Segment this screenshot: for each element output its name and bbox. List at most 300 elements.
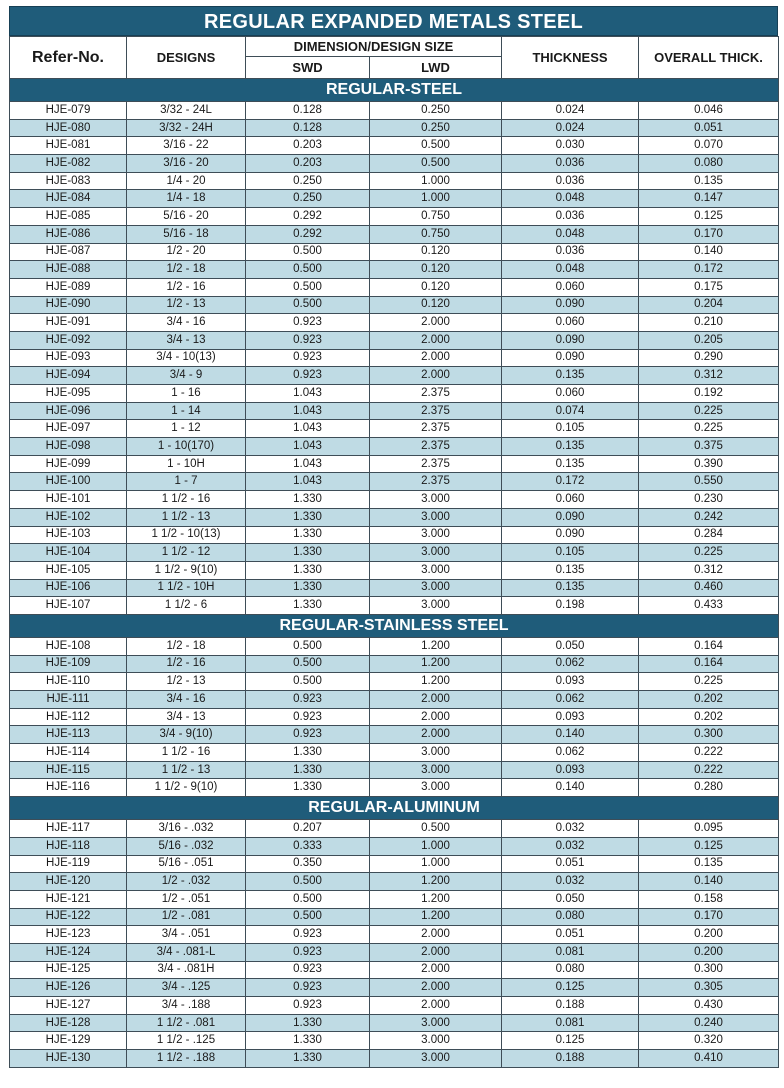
cell-overall-thick: 0.284 bbox=[639, 526, 779, 544]
cell-thickness: 0.198 bbox=[502, 597, 639, 615]
table-row bbox=[10, 908, 779, 926]
cell-thickness: 0.188 bbox=[502, 997, 639, 1015]
cell-thickness: 0.060 bbox=[502, 314, 639, 332]
cell-design: 3/4 - .081H bbox=[127, 961, 246, 979]
cell-overall-thick: 0.300 bbox=[639, 726, 779, 744]
cell-swd: 0.333 bbox=[246, 837, 370, 855]
cell-overall-thick: 0.430 bbox=[639, 997, 779, 1015]
cell-thickness: 0.062 bbox=[502, 691, 639, 709]
cell-swd: 0.500 bbox=[246, 673, 370, 691]
table-row bbox=[10, 726, 779, 744]
cell-refer-no: HJE-128 bbox=[10, 1014, 127, 1032]
cell-thickness: 0.093 bbox=[502, 708, 639, 726]
cell-swd: 1.330 bbox=[246, 1050, 370, 1068]
cell-overall-thick: 0.375 bbox=[639, 438, 779, 456]
cell-thickness: 0.135 bbox=[502, 561, 639, 579]
cell-design: 1/2 - 18 bbox=[127, 261, 246, 279]
cell-refer-no: HJE-106 bbox=[10, 579, 127, 597]
cell-design: 1/2 - .051 bbox=[127, 890, 246, 908]
header-designs: DESIGNS bbox=[127, 37, 246, 79]
table-row bbox=[10, 943, 779, 961]
cell-overall-thick: 0.125 bbox=[639, 837, 779, 855]
cell-thickness: 0.090 bbox=[502, 349, 639, 367]
table-row bbox=[10, 102, 779, 120]
cell-thickness: 0.140 bbox=[502, 726, 639, 744]
cell-refer-no: HJE-089 bbox=[10, 278, 127, 296]
cell-lwd: 1.200 bbox=[370, 637, 502, 655]
cell-refer-no: HJE-094 bbox=[10, 367, 127, 385]
cell-lwd: 3.000 bbox=[370, 1032, 502, 1050]
cell-thickness: 0.036 bbox=[502, 208, 639, 226]
cell-overall-thick: 0.210 bbox=[639, 314, 779, 332]
cell-lwd: 1.000 bbox=[370, 190, 502, 208]
cell-lwd: 2.375 bbox=[370, 473, 502, 491]
cell-refer-no: HJE-108 bbox=[10, 637, 127, 655]
cell-lwd: 2.375 bbox=[370, 402, 502, 420]
cell-swd: 0.923 bbox=[246, 726, 370, 744]
cell-design: 3/16 - .032 bbox=[127, 820, 246, 838]
cell-thickness: 0.105 bbox=[502, 420, 639, 438]
cell-swd: 0.250 bbox=[246, 190, 370, 208]
cell-lwd: 2.000 bbox=[370, 979, 502, 997]
cell-lwd: 0.120 bbox=[370, 296, 502, 314]
table-row bbox=[10, 961, 779, 979]
cell-lwd: 3.000 bbox=[370, 744, 502, 762]
cell-swd: 1.043 bbox=[246, 420, 370, 438]
table-row bbox=[10, 820, 779, 838]
cell-design: 3/32 - 24L bbox=[127, 102, 246, 120]
cell-refer-no: HJE-116 bbox=[10, 779, 127, 797]
cell-overall-thick: 0.140 bbox=[639, 243, 779, 261]
cell-overall-thick: 0.305 bbox=[639, 979, 779, 997]
cell-swd: 1.043 bbox=[246, 402, 370, 420]
table-row bbox=[10, 1014, 779, 1032]
cell-swd: 0.500 bbox=[246, 655, 370, 673]
cell-refer-no: HJE-119 bbox=[10, 855, 127, 873]
cell-refer-no: HJE-100 bbox=[10, 473, 127, 491]
cell-lwd: 2.000 bbox=[370, 691, 502, 709]
cell-refer-no: HJE-086 bbox=[10, 225, 127, 243]
cell-overall-thick: 0.410 bbox=[639, 1050, 779, 1068]
cell-lwd: 3.000 bbox=[370, 597, 502, 615]
table-row bbox=[10, 455, 779, 473]
cell-design: 1/2 - 20 bbox=[127, 243, 246, 261]
cell-swd: 1.330 bbox=[246, 561, 370, 579]
cell-refer-no: HJE-122 bbox=[10, 908, 127, 926]
cell-overall-thick: 0.312 bbox=[639, 561, 779, 579]
table-row bbox=[10, 349, 779, 367]
table-body bbox=[10, 79, 779, 1068]
cell-lwd: 3.000 bbox=[370, 491, 502, 509]
table-row bbox=[10, 873, 779, 891]
cell-design: 1 1/2 - 16 bbox=[127, 744, 246, 762]
table-row bbox=[10, 385, 779, 403]
cell-thickness: 0.093 bbox=[502, 761, 639, 779]
spec-table bbox=[9, 36, 779, 1068]
cell-design: 3/4 - 13 bbox=[127, 331, 246, 349]
header-refer-no: Refer-No. bbox=[10, 37, 127, 79]
cell-swd: 0.292 bbox=[246, 225, 370, 243]
table-row bbox=[10, 278, 779, 296]
cell-refer-no: HJE-084 bbox=[10, 190, 127, 208]
table-row bbox=[10, 655, 779, 673]
table-row bbox=[10, 890, 779, 908]
cell-thickness: 0.172 bbox=[502, 473, 639, 491]
cell-swd: 1.330 bbox=[246, 544, 370, 562]
cell-refer-no: HJE-130 bbox=[10, 1050, 127, 1068]
cell-overall-thick: 0.170 bbox=[639, 908, 779, 926]
cell-overall-thick: 0.135 bbox=[639, 172, 779, 190]
cell-swd: 0.500 bbox=[246, 261, 370, 279]
cell-swd: 0.128 bbox=[246, 102, 370, 120]
cell-refer-no: HJE-123 bbox=[10, 926, 127, 944]
cell-swd: 1.330 bbox=[246, 744, 370, 762]
cell-overall-thick: 0.550 bbox=[639, 473, 779, 491]
cell-thickness: 0.090 bbox=[502, 508, 639, 526]
cell-swd: 0.923 bbox=[246, 349, 370, 367]
cell-thickness: 0.090 bbox=[502, 526, 639, 544]
cell-design: 1 1/2 - 16 bbox=[127, 491, 246, 509]
table-row bbox=[10, 402, 779, 420]
cell-refer-no: HJE-083 bbox=[10, 172, 127, 190]
cell-lwd: 2.000 bbox=[370, 961, 502, 979]
cell-swd: 0.500 bbox=[246, 278, 370, 296]
cell-thickness: 0.024 bbox=[502, 119, 639, 137]
table-row bbox=[10, 473, 779, 491]
cell-design: 1 - 16 bbox=[127, 385, 246, 403]
table-row bbox=[10, 155, 779, 173]
table-row bbox=[10, 261, 779, 279]
cell-thickness: 0.090 bbox=[502, 331, 639, 349]
cell-overall-thick: 0.225 bbox=[639, 420, 779, 438]
table-row bbox=[10, 119, 779, 137]
section-header bbox=[10, 797, 779, 820]
cell-refer-no: HJE-081 bbox=[10, 137, 127, 155]
cell-lwd: 0.750 bbox=[370, 208, 502, 226]
cell-thickness: 0.062 bbox=[502, 744, 639, 762]
table-row bbox=[10, 691, 779, 709]
table-row bbox=[10, 243, 779, 261]
cell-thickness: 0.074 bbox=[502, 402, 639, 420]
cell-lwd: 1.000 bbox=[370, 855, 502, 873]
cell-refer-no: HJE-088 bbox=[10, 261, 127, 279]
cell-design: 1 1/2 - 13 bbox=[127, 508, 246, 526]
cell-overall-thick: 0.202 bbox=[639, 708, 779, 726]
cell-swd: 1.330 bbox=[246, 761, 370, 779]
cell-lwd: 0.120 bbox=[370, 278, 502, 296]
cell-lwd: 0.120 bbox=[370, 243, 502, 261]
cell-lwd: 1.000 bbox=[370, 837, 502, 855]
cell-overall-thick: 0.046 bbox=[639, 102, 779, 120]
cell-refer-no: HJE-087 bbox=[10, 243, 127, 261]
section-title: REGULAR-ALUMINUM bbox=[10, 797, 779, 820]
cell-lwd: 0.250 bbox=[370, 102, 502, 120]
cell-swd: 0.207 bbox=[246, 820, 370, 838]
section-header bbox=[10, 79, 779, 102]
section-title: REGULAR-STAINLESS STEEL bbox=[10, 614, 779, 637]
cell-refer-no: HJE-125 bbox=[10, 961, 127, 979]
cell-lwd: 2.000 bbox=[370, 349, 502, 367]
cell-refer-no: HJE-101 bbox=[10, 491, 127, 509]
cell-design: 1 1/2 - 12 bbox=[127, 544, 246, 562]
header-overall-thick: OVERALL THICK. bbox=[639, 37, 779, 79]
cell-refer-no: HJE-082 bbox=[10, 155, 127, 173]
cell-design: 1/2 - 16 bbox=[127, 278, 246, 296]
cell-overall-thick: 0.164 bbox=[639, 655, 779, 673]
cell-design: 1 1/2 - 9(10) bbox=[127, 561, 246, 579]
cell-thickness: 0.125 bbox=[502, 1032, 639, 1050]
table-row bbox=[10, 779, 779, 797]
cell-design: 1/4 - 20 bbox=[127, 172, 246, 190]
cell-thickness: 0.024 bbox=[502, 102, 639, 120]
cell-design: 3/4 - 16 bbox=[127, 691, 246, 709]
table-row bbox=[10, 926, 779, 944]
cell-swd: 0.500 bbox=[246, 908, 370, 926]
cell-lwd: 2.375 bbox=[370, 385, 502, 403]
table-row bbox=[10, 997, 779, 1015]
cell-thickness: 0.090 bbox=[502, 296, 639, 314]
cell-design: 1/2 - 18 bbox=[127, 637, 246, 655]
cell-swd: 0.923 bbox=[246, 691, 370, 709]
cell-thickness: 0.050 bbox=[502, 637, 639, 655]
table-row bbox=[10, 172, 779, 190]
cell-design: 3/16 - 22 bbox=[127, 137, 246, 155]
cell-thickness: 0.036 bbox=[502, 172, 639, 190]
cell-swd: 0.923 bbox=[246, 997, 370, 1015]
cell-thickness: 0.140 bbox=[502, 779, 639, 797]
cell-thickness: 0.081 bbox=[502, 943, 639, 961]
cell-overall-thick: 0.125 bbox=[639, 208, 779, 226]
cell-lwd: 1.000 bbox=[370, 172, 502, 190]
cell-thickness: 0.030 bbox=[502, 137, 639, 155]
cell-swd: 1.043 bbox=[246, 473, 370, 491]
cell-design: 3/4 - .081-L bbox=[127, 943, 246, 961]
cell-lwd: 3.000 bbox=[370, 544, 502, 562]
cell-lwd: 3.000 bbox=[370, 779, 502, 797]
cell-refer-no: HJE-115 bbox=[10, 761, 127, 779]
cell-swd: 0.500 bbox=[246, 873, 370, 891]
cell-overall-thick: 0.164 bbox=[639, 637, 779, 655]
cell-thickness: 0.032 bbox=[502, 820, 639, 838]
cell-refer-no: HJE-085 bbox=[10, 208, 127, 226]
cell-design: 1/2 - 16 bbox=[127, 655, 246, 673]
cell-design: 5/16 - 18 bbox=[127, 225, 246, 243]
cell-lwd: 0.500 bbox=[370, 137, 502, 155]
cell-overall-thick: 0.320 bbox=[639, 1032, 779, 1050]
cell-refer-no: HJE-114 bbox=[10, 744, 127, 762]
table-row bbox=[10, 491, 779, 509]
cell-swd: 0.923 bbox=[246, 367, 370, 385]
cell-thickness: 0.060 bbox=[502, 278, 639, 296]
cell-design: 3/4 - 13 bbox=[127, 708, 246, 726]
cell-refer-no: HJE-104 bbox=[10, 544, 127, 562]
cell-lwd: 3.000 bbox=[370, 561, 502, 579]
cell-thickness: 0.048 bbox=[502, 225, 639, 243]
cell-refer-no: HJE-111 bbox=[10, 691, 127, 709]
table-row bbox=[10, 761, 779, 779]
cell-thickness: 0.050 bbox=[502, 890, 639, 908]
table-row bbox=[10, 314, 779, 332]
cell-thickness: 0.093 bbox=[502, 673, 639, 691]
cell-overall-thick: 0.312 bbox=[639, 367, 779, 385]
cell-lwd: 2.000 bbox=[370, 314, 502, 332]
cell-swd: 0.923 bbox=[246, 331, 370, 349]
cell-overall-thick: 0.192 bbox=[639, 385, 779, 403]
table-row bbox=[10, 190, 779, 208]
cell-refer-no: HJE-121 bbox=[10, 890, 127, 908]
cell-lwd: 1.200 bbox=[370, 890, 502, 908]
cell-refer-no: HJE-096 bbox=[10, 402, 127, 420]
cell-lwd: 0.120 bbox=[370, 261, 502, 279]
cell-thickness: 0.135 bbox=[502, 367, 639, 385]
cell-swd: 1.330 bbox=[246, 491, 370, 509]
cell-refer-no: HJE-109 bbox=[10, 655, 127, 673]
table-row bbox=[10, 673, 779, 691]
cell-swd: 0.923 bbox=[246, 708, 370, 726]
cell-thickness: 0.032 bbox=[502, 837, 639, 855]
cell-refer-no: HJE-129 bbox=[10, 1032, 127, 1050]
cell-swd: 1.330 bbox=[246, 579, 370, 597]
cell-overall-thick: 0.175 bbox=[639, 278, 779, 296]
cell-refer-no: HJE-080 bbox=[10, 119, 127, 137]
cell-design: 1/2 - 13 bbox=[127, 296, 246, 314]
cell-thickness: 0.125 bbox=[502, 979, 639, 997]
cell-design: 1 1/2 - 6 bbox=[127, 597, 246, 615]
cell-lwd: 0.750 bbox=[370, 225, 502, 243]
section-header bbox=[10, 614, 779, 637]
cell-overall-thick: 0.172 bbox=[639, 261, 779, 279]
cell-lwd: 2.000 bbox=[370, 997, 502, 1015]
cell-thickness: 0.032 bbox=[502, 873, 639, 891]
table-row bbox=[10, 420, 779, 438]
cell-overall-thick: 0.070 bbox=[639, 137, 779, 155]
cell-overall-thick: 0.242 bbox=[639, 508, 779, 526]
table-row bbox=[10, 296, 779, 314]
cell-design: 1 1/2 - .188 bbox=[127, 1050, 246, 1068]
cell-design: 1 - 10H bbox=[127, 455, 246, 473]
page-title: REGULAR EXPANDED METALS STEEL bbox=[9, 6, 778, 36]
cell-overall-thick: 0.225 bbox=[639, 402, 779, 420]
cell-overall-thick: 0.051 bbox=[639, 119, 779, 137]
cell-lwd: 3.000 bbox=[370, 579, 502, 597]
cell-thickness: 0.135 bbox=[502, 579, 639, 597]
cell-lwd: 2.000 bbox=[370, 367, 502, 385]
table-row bbox=[10, 526, 779, 544]
cell-swd: 0.500 bbox=[246, 296, 370, 314]
cell-thickness: 0.036 bbox=[502, 243, 639, 261]
cell-refer-no: HJE-091 bbox=[10, 314, 127, 332]
cell-overall-thick: 0.240 bbox=[639, 1014, 779, 1032]
cell-swd: 0.250 bbox=[246, 172, 370, 190]
table-row bbox=[10, 225, 779, 243]
table-row bbox=[10, 544, 779, 562]
cell-refer-no: HJE-097 bbox=[10, 420, 127, 438]
cell-thickness: 0.048 bbox=[502, 261, 639, 279]
cell-swd: 0.923 bbox=[246, 314, 370, 332]
table-row bbox=[10, 367, 779, 385]
cell-swd: 1.043 bbox=[246, 455, 370, 473]
cell-design: 1 1/2 - .081 bbox=[127, 1014, 246, 1032]
table-row bbox=[10, 331, 779, 349]
cell-swd: 1.330 bbox=[246, 508, 370, 526]
cell-refer-no: HJE-099 bbox=[10, 455, 127, 473]
cell-refer-no: HJE-126 bbox=[10, 979, 127, 997]
header-thickness: THICKNESS bbox=[502, 37, 639, 79]
cell-design: 1/2 - .032 bbox=[127, 873, 246, 891]
cell-refer-no: HJE-118 bbox=[10, 837, 127, 855]
cell-overall-thick: 0.225 bbox=[639, 544, 779, 562]
cell-refer-no: HJE-092 bbox=[10, 331, 127, 349]
cell-swd: 0.923 bbox=[246, 979, 370, 997]
cell-overall-thick: 0.460 bbox=[639, 579, 779, 597]
cell-lwd: 1.200 bbox=[370, 673, 502, 691]
table-row bbox=[10, 1050, 779, 1068]
cell-overall-thick: 0.222 bbox=[639, 744, 779, 762]
cell-lwd: 2.375 bbox=[370, 420, 502, 438]
cell-design: 5/16 - .032 bbox=[127, 837, 246, 855]
cell-lwd: 0.500 bbox=[370, 155, 502, 173]
cell-overall-thick: 0.095 bbox=[639, 820, 779, 838]
cell-design: 5/16 - 20 bbox=[127, 208, 246, 226]
cell-thickness: 0.051 bbox=[502, 855, 639, 873]
cell-design: 3/4 - 10(13) bbox=[127, 349, 246, 367]
cell-refer-no: HJE-093 bbox=[10, 349, 127, 367]
cell-design: 3/4 - 16 bbox=[127, 314, 246, 332]
cell-swd: 1.330 bbox=[246, 526, 370, 544]
cell-overall-thick: 0.200 bbox=[639, 926, 779, 944]
cell-swd: 1.330 bbox=[246, 1014, 370, 1032]
cell-swd: 0.923 bbox=[246, 926, 370, 944]
table-row bbox=[10, 561, 779, 579]
cell-design: 1 - 14 bbox=[127, 402, 246, 420]
cell-design: 5/16 - .051 bbox=[127, 855, 246, 873]
cell-overall-thick: 0.290 bbox=[639, 349, 779, 367]
cell-swd: 1.330 bbox=[246, 1032, 370, 1050]
cell-thickness: 0.105 bbox=[502, 544, 639, 562]
cell-thickness: 0.080 bbox=[502, 961, 639, 979]
cell-lwd: 3.000 bbox=[370, 526, 502, 544]
cell-thickness: 0.051 bbox=[502, 926, 639, 944]
cell-swd: 0.923 bbox=[246, 961, 370, 979]
cell-overall-thick: 0.222 bbox=[639, 761, 779, 779]
cell-lwd: 3.000 bbox=[370, 1014, 502, 1032]
table-row bbox=[10, 1032, 779, 1050]
cell-refer-no: HJE-124 bbox=[10, 943, 127, 961]
cell-thickness: 0.081 bbox=[502, 1014, 639, 1032]
cell-overall-thick: 0.080 bbox=[639, 155, 779, 173]
table-row bbox=[10, 208, 779, 226]
cell-design: 1/2 - 13 bbox=[127, 673, 246, 691]
cell-lwd: 0.500 bbox=[370, 820, 502, 838]
table-row bbox=[10, 744, 779, 762]
spec-sheet bbox=[9, 6, 778, 1068]
cell-thickness: 0.080 bbox=[502, 908, 639, 926]
cell-lwd: 2.000 bbox=[370, 926, 502, 944]
cell-refer-no: HJE-120 bbox=[10, 873, 127, 891]
cell-swd: 1.330 bbox=[246, 779, 370, 797]
cell-overall-thick: 0.147 bbox=[639, 190, 779, 208]
cell-thickness: 0.135 bbox=[502, 438, 639, 456]
cell-lwd: 2.375 bbox=[370, 438, 502, 456]
cell-overall-thick: 0.280 bbox=[639, 779, 779, 797]
table-row bbox=[10, 438, 779, 456]
cell-lwd: 1.200 bbox=[370, 655, 502, 673]
cell-thickness: 0.062 bbox=[502, 655, 639, 673]
cell-design: 3/16 - 20 bbox=[127, 155, 246, 173]
cell-thickness: 0.188 bbox=[502, 1050, 639, 1068]
cell-overall-thick: 0.205 bbox=[639, 331, 779, 349]
cell-swd: 0.128 bbox=[246, 119, 370, 137]
